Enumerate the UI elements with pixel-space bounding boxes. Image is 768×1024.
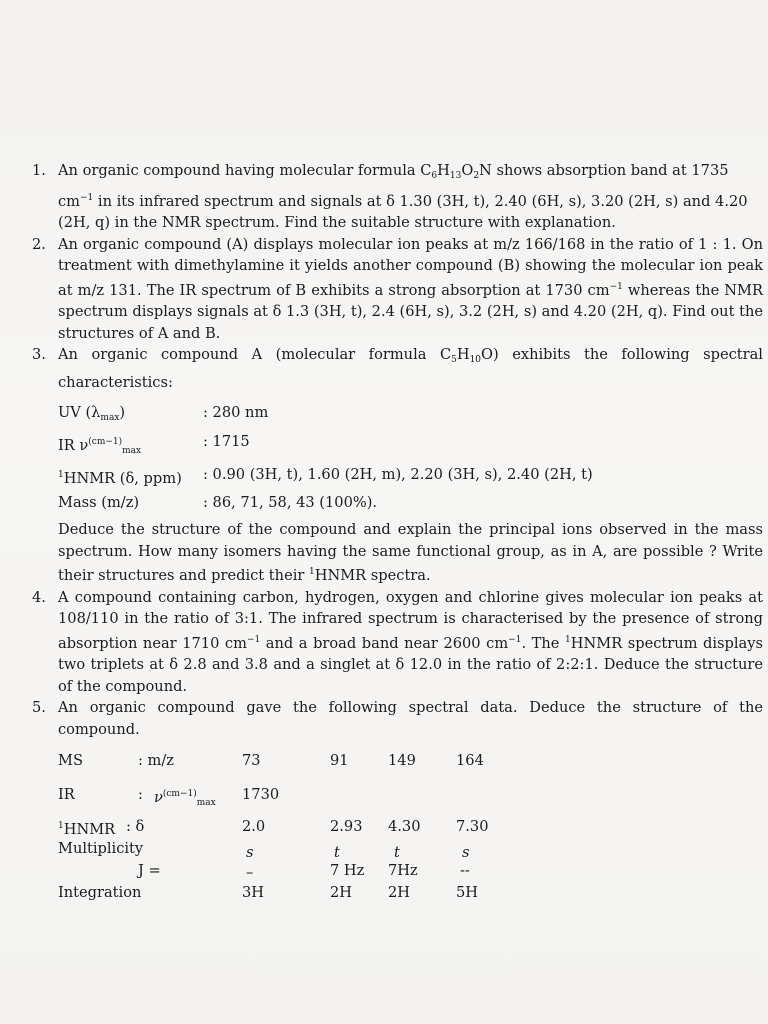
question-number: 4. — [32, 588, 46, 606]
ms-unit: : m/z — [138, 752, 174, 769]
table-cell: – — [246, 864, 254, 881]
question-number: 1. — [32, 162, 46, 179]
question-number: 5. — [32, 699, 46, 716]
table-cell: 7.30 — [456, 818, 489, 835]
table-cell: 73 — [242, 752, 261, 769]
table-cell: 4.30 — [388, 818, 421, 835]
table-cell: 91 — [330, 752, 349, 769]
integration-label: Integration — [58, 884, 142, 901]
hnmr-row: $^1$HNMR (δ, ppm) : 0.90 (3H, t), 1.60 (2H, m), 2.20 (3H, s), 2.40 (2H, t) — [58, 466, 593, 487]
question-2-text: An organic compound (A) displays molecular ion peaks at m/z 166/168 in the ratio of 1 : 1. On treatment with dimethylamine it yields another compound (B) showing the molecular ion peak at m/z 131. The IR spectrum of B exhibits a strong absorption at 1730 $cm^{-1}$ whereas the NMR spectrum displays signals at δ 1.3 (3H, t), 2.4 (6H, s), 3.2 (2H, s) and 4.20 (2H, q). Find out the structures of A and B. — [58, 235, 763, 342]
question-1 — [28, 160, 763, 234]
table-cell: t — [394, 844, 400, 861]
table-cell: 2H — [330, 884, 353, 901]
table-cell: t — [334, 844, 340, 861]
ms-label: MS — [58, 752, 83, 769]
question-3-deduce: Deduce the structure of the compound and explain the principal ions observed in the mass spectrum. How many isomers having the same functional group, as in A, are possible ? Write their structures and predict their $^1$HNMR spectra. — [58, 521, 763, 584]
multiplicity-label: Multiplicity — [58, 840, 144, 857]
question-2 — [28, 234, 763, 345]
table-cell: 164 — [456, 752, 484, 769]
table-cell: 149 — [388, 752, 416, 769]
table-cell: 2.0 — [242, 818, 266, 835]
table-cell: 7 Hz — [330, 862, 365, 879]
j-label: J = — [138, 862, 161, 879]
ir-label: IR — [58, 786, 75, 803]
table-cell: s — [462, 844, 470, 861]
table-cell: -- — [460, 862, 470, 879]
spectral-data-list — [58, 401, 763, 515]
question-3 — [28, 344, 763, 587]
question-number: 2. — [32, 235, 46, 253]
ir-colon: : — [138, 786, 143, 803]
table-cell: 1730 — [242, 786, 280, 803]
hnmr-unit: : δ — [126, 818, 145, 835]
uv-row: UV $(\lambda_{max})$ : 280 nm — [58, 404, 269, 423]
table-cell: 3H — [242, 884, 265, 901]
question-5-text: An organic compound gave the following spectral data. Deduce the structure of the compound. — [58, 699, 763, 738]
table-cell: 7Hz — [388, 862, 418, 879]
question-4 — [28, 587, 763, 698]
question-3-text: An organic compound A (molecular formula $C_5H_{10}O$) exhibits the following spectral characteristics: — [58, 346, 763, 391]
ir-row: IR $\nu^{(cm-1)}_{max}$ : 1715 — [58, 433, 250, 456]
mass-row: Mass (m/z) : 86, 71, 58, 43 (100%). — [58, 494, 378, 511]
table-cell: s — [246, 844, 254, 861]
question-1-text: An organic compound having molecular formula $C_6H_{13}O_2N$ shows absorption band at 1735 $cm^{-1}$ in its infrared spectrum and signals at δ 1.30 (3H, t), 2.40 (6H, s), 3.20 (2H, s) and 4.20 (2H, q) in the NMR spectrum. Find the suitable structure with explanation. — [58, 162, 748, 231]
table-cell: 2.93 — [330, 818, 363, 835]
table-cell: 5H — [456, 884, 479, 901]
hnmr-label: $^1$HNMR — [58, 821, 116, 838]
question-5 — [28, 697, 763, 906]
question-number: 3. — [32, 346, 46, 363]
ir-unit: $\nu^{(cm-1)}_{max}$ — [154, 789, 216, 808]
question-4-text: A compound containing carbon, hydrogen, oxygen and chlorine gives molecular ion peaks at 108/110 in the ratio of 3:1. The infrared spectrum is characterised by the presence of strong absorption near 1710 $cm^{-1}$ and a broad band near 2600 $cm^{-1}$. The $^1$HNMR spectrum displays two triplets at δ 2.8 and 3.8 and a singlet at δ 12.0 in the ratio of 2:2:1. Deduce the structure of the compound. — [58, 588, 763, 695]
spectral-data-table — [58, 746, 763, 906]
problem-list — [28, 160, 763, 906]
table-cell: 2H — [388, 884, 411, 901]
